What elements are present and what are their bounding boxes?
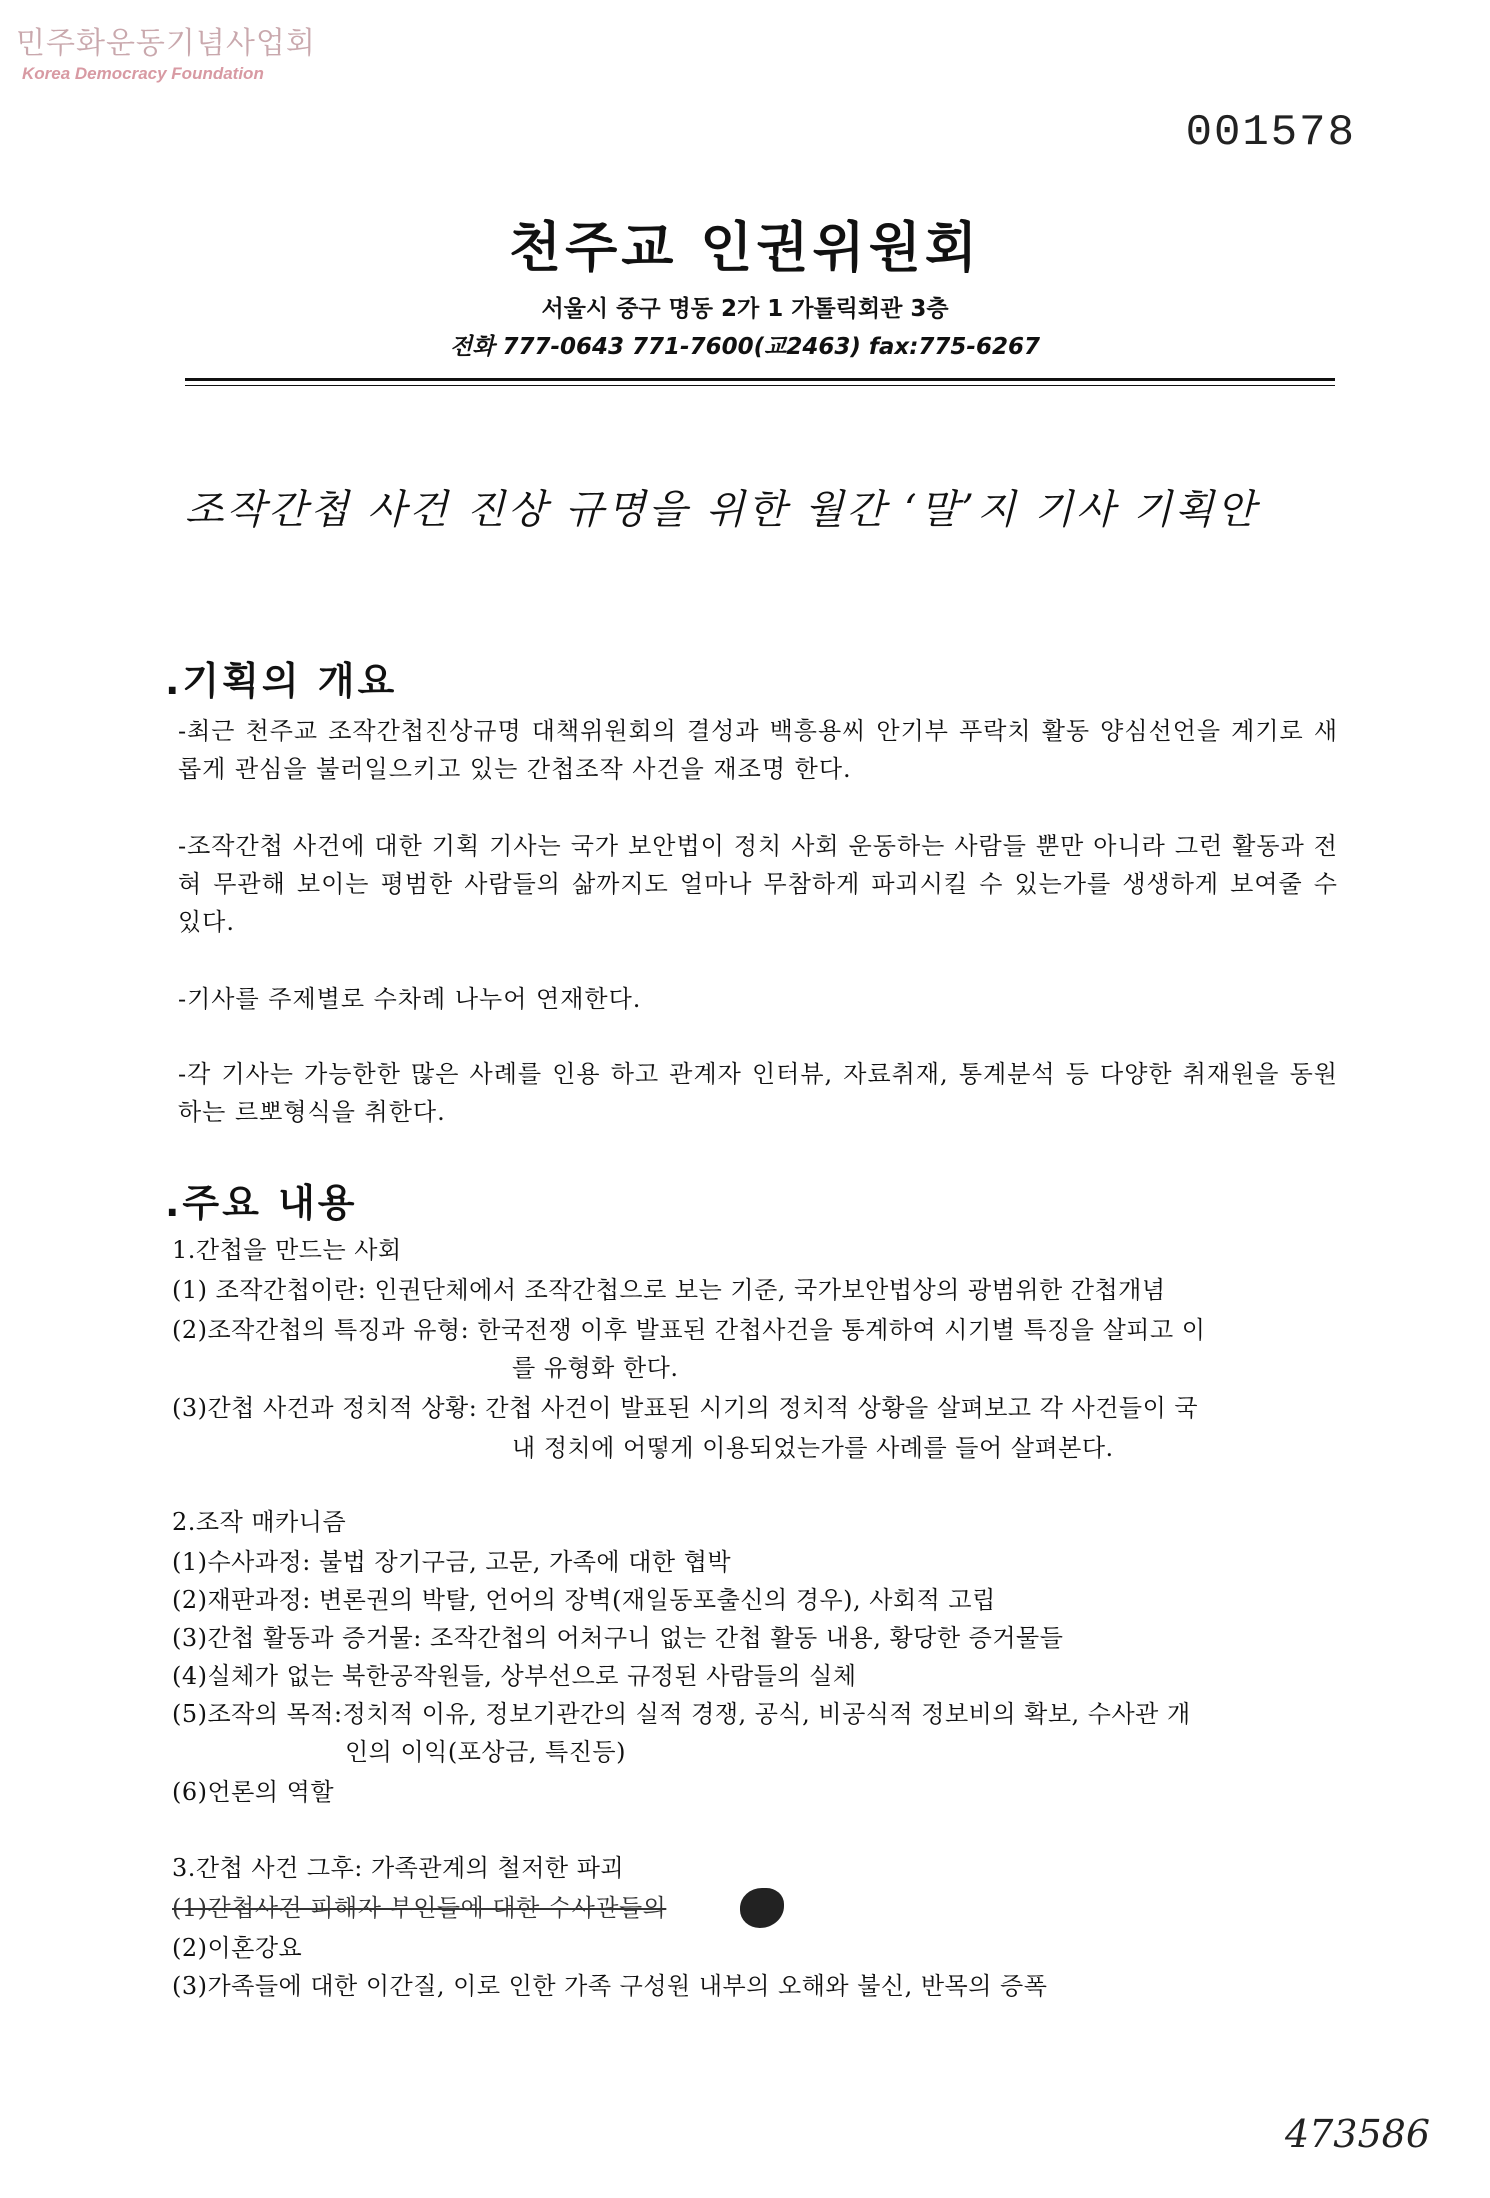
section-heading-main-content: .주요 내용 <box>165 1181 358 1225</box>
part3-item-3: (3)가족들에 대한 이간질, 이로 인한 가족 구성원 내부의 오해와 불신, 반목의 증폭 <box>172 1972 1048 2000</box>
header-rule-thin <box>185 385 1335 386</box>
section-heading-overview: .기획의 개요 <box>165 659 398 703</box>
overview-paragraph-4: -각 기사는 가능한한 많은 사례를 인용 하고 관계자 인터뷰, 자료취재, 통계분석 등 다양한 취재원을 동원하는 르뽀형식을 취한다. <box>178 1060 1338 1126</box>
part3-item-2: (2)이혼강요 <box>172 1934 303 1962</box>
ink-blot <box>740 1888 784 1928</box>
overview-paragraph-3: -기사를 주제별로 수차례 나누어 연재한다. <box>178 985 642 1013</box>
part1-item-2-continued: 를 유형화 한다. <box>512 1354 679 1382</box>
header-rule-thick <box>185 378 1335 381</box>
organization-address: 서울시 중구 명동 2가 1 가톨릭회관 3층 <box>541 296 949 322</box>
part1-item-3: (3)간첩 사건과 정치적 상황: 간첩 사건이 발표된 시기의 정치적 상황을 살펴보고 각 사건들이 국 <box>172 1394 1199 1422</box>
part2-item-1: (1)수사과정: 불법 장기구금, 고문, 가족에 대한 협박 <box>172 1548 732 1576</box>
part1-item-1: (1) 조작간첩이란: 인권단체에서 조작간첩으로 보는 기준, 국가보안법상의 광범위한 간첩개념 <box>172 1276 1166 1304</box>
part1-item-2: (2)조작간첩의 특징과 유형: 한국전쟁 이후 발표된 간첩사건을 통계하여 시기별 특징을 살피고 이 <box>172 1316 1206 1344</box>
part1-item-3-continued: 내 정치에 어떻게 이용되었는가를 사례를 들어 살펴본다. <box>512 1434 1114 1462</box>
part2-item-4: (4)실체가 없는 북한공작원들, 상부선으로 규정된 사람들의 실체 <box>172 1662 857 1690</box>
watermark-korean: 민주화운동기념사업회 <box>16 26 316 61</box>
overview-paragraph-2: -조작간첩 사건에 대한 기획 기사는 국가 보안법이 정치 사회 운동하는 사람들 뿐만 아니라 그런 활동과 전혀 무관해 보이는 평범한 사람들의 삶까지도 얼마나 무참하게 파괴시킬 수 있는가를 생생하게 보여줄 수 있다. <box>178 832 1338 936</box>
part2-title: 2.조작 매카니즘 <box>172 1508 347 1536</box>
document-title: 조작간첩 사건 진상 규명을 위한 월간 ‘말’지 기사 기획안 <box>185 487 1259 533</box>
part2-item-5: (5)조작의 목적:정치적 이유, 정보기관간의 실적 경쟁, 공식, 비공식적 정보비의 확보, 수사관 개 <box>172 1700 1191 1728</box>
organization-phone: 전화 777-0643 771-7600(교2463) fax:775-6267 <box>450 334 1040 360</box>
part2-item-6: (6)언론의 역할 <box>172 1778 335 1806</box>
watermark-english: Korea Democracy Foundation <box>22 64 264 83</box>
part2-item-5-continued: 인의 이익(포상금, 특진등) <box>345 1738 626 1766</box>
part2-item-3: (3)간첩 활동과 증거물: 조작간첩의 어처구니 없는 간첩 활동 내용, 황당한 증거물들 <box>172 1624 1064 1652</box>
part1-title: 1.간첩을 만드는 사회 <box>172 1236 402 1264</box>
organization-name: 천주교 인권위원회 <box>508 216 982 279</box>
part3-item-1-struck: (1)간첩사건 피해자 부인들에 대한 수사관들의 <box>172 1894 667 1922</box>
document-number: 001578 <box>1185 108 1356 158</box>
overview-paragraph-1: -최근 천주교 조작간첩진상규명 대책위원회의 결성과 백흥용씨 안기부 푸락치 활동 양심선언을 계기로 새롭게 관심을 불러일으키고 있는 간첩조작 사건을 재조명 한다. <box>178 717 1338 783</box>
part2-item-2: (2)재판과정: 변론권의 박탈, 언어의 장벽(재일동포출신의 경우), 사회적 고립 <box>172 1586 996 1614</box>
part3-title: 3.간첩 사건 그후: 가족관계의 철저한 파괴 <box>172 1854 625 1882</box>
handwritten-number: 473586 <box>1284 2112 1430 2156</box>
